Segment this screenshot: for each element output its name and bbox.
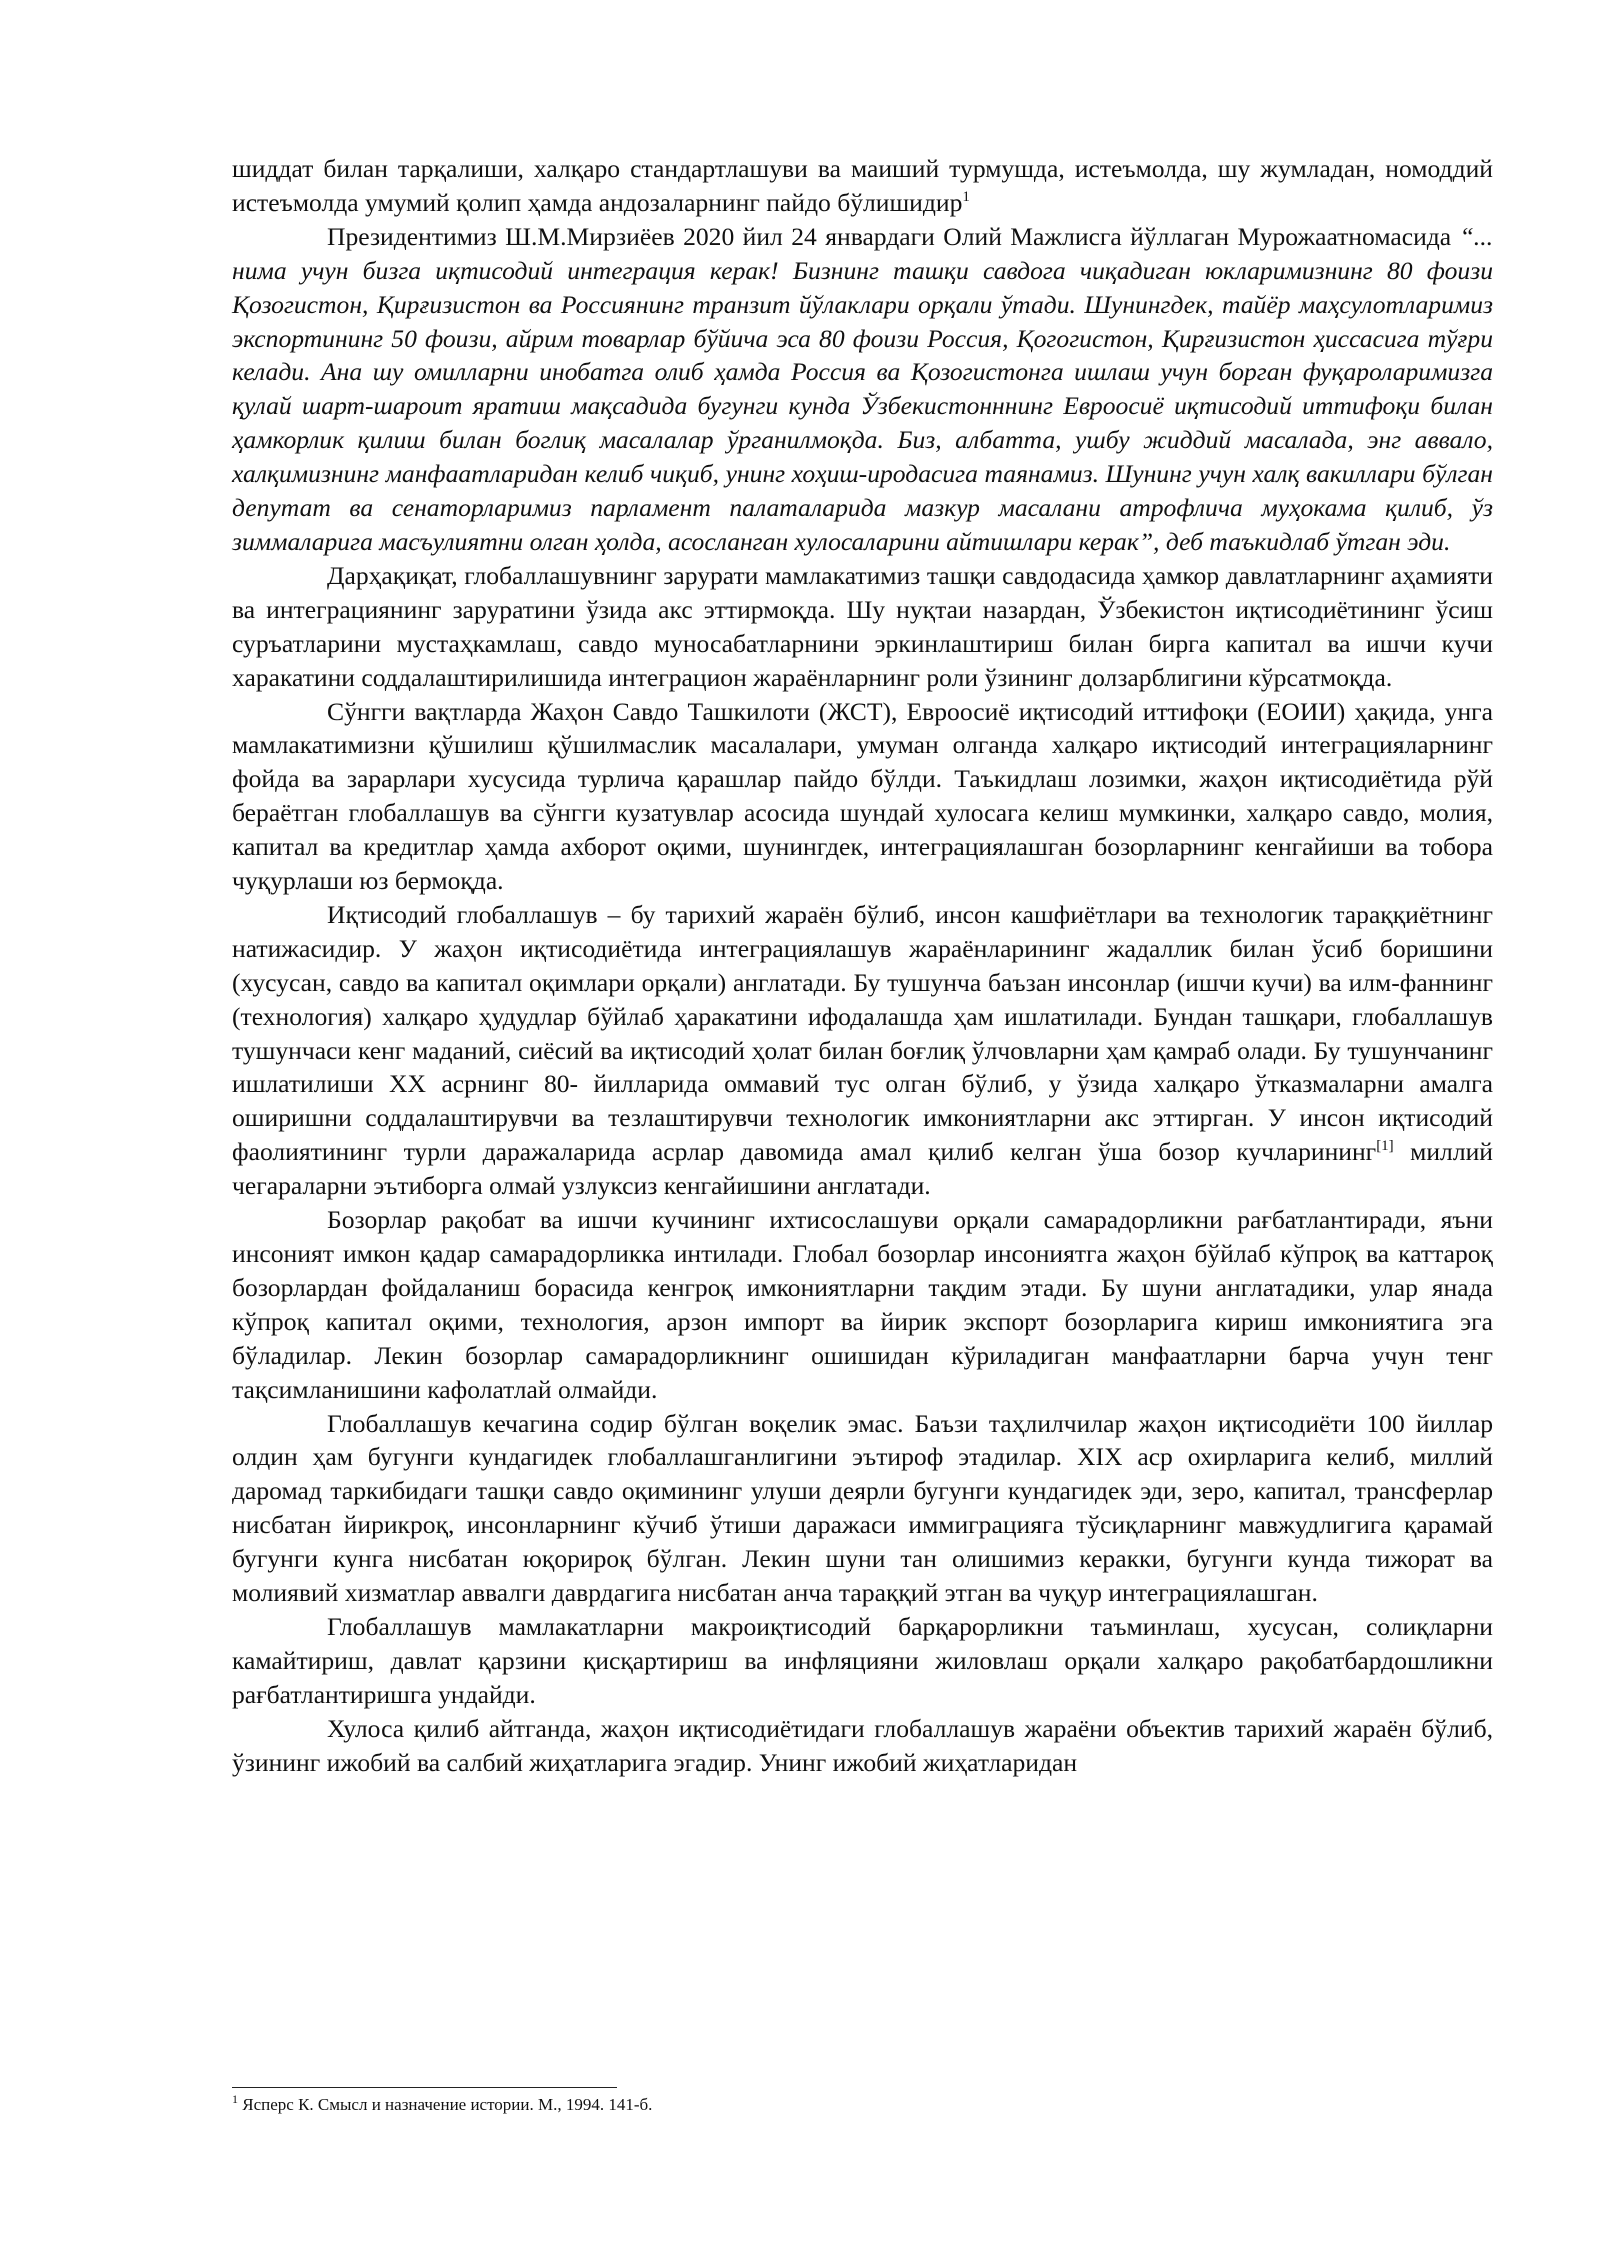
paragraph-7: Глобаллашув кечагина содир бўлган воқелик эмас. Баъзи таҳлилчилар жаҳон иқтисодиёти 100 йиллар олдин ҳам бугунги кундагидек глобаллашганлигини эътироф этадилар. XIX аср охирларига келиб, миллий даромад таркибидаги ташқи савдо оқимининг улуши деярли бугунги кундагидек эди, зеро, капитал, трансферлар нисбатан йирикроқ, инсонларнинг кўчиб ўтиши даражаси иммиграцияга тўсиқларнинг мавжудлигига қарамай бугунги кунга нисбатан юқорироқ бўлган. Лекин шуни тан олишимиз керакки, бугунги кунда тижорат ва молиявий хизматлар аввалги даврдагига нисбатан анча тараққий этган ва чуқур интеграциялашган. xyxy=(232,1408,1493,1608)
footnote-separator xyxy=(232,2087,617,2088)
paragraph-6: Бозорлар рақобат ва ишчи кучининг ихтисослашуви орқали самарадорликни рағбатлантиради, яъни инсоният имкон қадар самарадорликка интилади. Глобал бозорлар инсониятга жаҳон бўйлаб кўпроқ ва каттароқ бозорлардан фойдаланиш борасида кенгроқ имкониятларни тақдим этади. Бу шуни англатадики, улар янада кўпроқ капитал оқими, технология, арзон импорт ва йирик экспорт бозорларига кириш имкониятига эга бўладилар. Лекин бозорлар самарадорликнинг ошишидан кўриладиган манфаатларни барча учун тенг тақсимланишини кафолатлай олмайди. xyxy=(232,1205,1493,1404)
paragraph-4: Сўнгги вақтларда Жаҳон Савдо Ташкилоти (ЖСТ), Евроосиё иқтисодий иттифоқи (ЕОИИ) ҳақида, унга мамлакатимизни қўшилиш қўшилмаслик масалалари, умуман олганда халқаро иқтисодий интеграцияларнинг фойда ва зарарлари хусусида турлича қарашлар пайдо бўлди. Таъкидлаш лозимки, жаҳон иқтисодиётида рўй бераётган глобаллашув ва сўнгги кузатувлар асосида шундай хулосага келиш мумкинки, халқаро савдо, молия, капитал ва кредитлар ҳамда ахборот оқими, шунингдек, интеграциялашган бозорларнинг кенгайиши ва тобора чуқурлаши юз бермоқда. xyxy=(232,696,1493,896)
paragraph-8: Глобаллашув мамлакатларни макроиқтисодий барқарорликни таъминлаш, хусусан, солиқларни камайтириш, давлат қарзини қисқартириш ва инфляцияни жиловлаш орқали халқаро рақобатбардошликни рағбатлантиришга ундайди. xyxy=(232,1611,1493,1709)
footnote-reference[interactable]: [1] xyxy=(1376,1138,1394,1155)
footnote xyxy=(232,2093,652,2117)
document-body xyxy=(232,152,1493,1780)
paragraph-3: Дарҳақиқат, глобаллашувнинг зарурати мамлакатимиз ташқи савдодасида ҳамкор давлатларнинг аҳамияти ва интеграциянинг заруратини ўзида акс эттирмоқда. Шу нуқтаи назардан, Ўзбекистон иқтисодиётининг ўсиш суръатларини мустаҳкамлаш, савдо муносабатларнини эркинлаштириш билан бирга капитал ва ишчи кучи харакатини соддалаштирилишида интеграцион жараёнларнинг роли ўзининг долзарблигини кўрсатмоқда. xyxy=(232,560,1493,692)
footnote-reference[interactable]: 1 xyxy=(962,188,970,205)
paragraph-9: Хулоса қилиб айтганда, жаҳон иқтисодиётидаги глобаллашув жараёни объектив тарихий жараён бўлиб, ўзининг ижобий ва салбий жиҳатларига эгадир. Унинг ижобий жиҳатларидан xyxy=(232,1713,1493,1777)
president-quote: “... нима учун бизга иқтисодий интеграция керак! Бизнинг ташқи савдога чиқадиган юкларимизнинг 80 фоизи Қозогистон, Қирғизистон ва Россиянинг транзит йўлаклари орқали ўтади. Шунингдек, тайёр маҳсулотларимиз экспортининг 50 фоизи, айрим товарлар бўйича эса 80 фоизи Россия, Қогогистон, Қирғизистон ҳиссасига тўғри келади. Ана шу омилларни инобатга олиб ҳамда Россия ва Қозогистонга ишлаш учун борган фуқароларимизга қулай шарт-шароит яратиш мақсадида бугунги кунда Ўзбекистонннинг Евроосиё иқтисодий иттифоқи билан ҳамкорлик қилиш билан боглиқ масалалар ўрганилмоқда. Биз, албатта, ушбу жиддий масалада, энг аввало, халқимизнинг манфаатларидан келиб чиқиб, унинг хоҳиш-иродасига таянамиз. Шунинг учун халқ вакиллари бўлган депутат ва сенаторларимиз парламент палаталарида мазкур масалани атрофлича муҳокама қилиб, ўз зиммаларига масъулиятни олган ҳолда, асосланган хулосаларини айтишлари керак”, деб таъкидлаб ўтган эди. xyxy=(232,221,1493,556)
paragraph-1: шиддат билан тарқалиши, халқаро стандартлашуви ва маиший турмушда, истеъмолда, шу жумладан, номоддий истеъмолда умумий қолип ҳамда андозаларнинг пайдо бўлишидир$^1$ xyxy=(232,154,1493,217)
footnote-text: Ясперс К. Смысл и назначение истории. М., 1994. 141-б. xyxy=(242,2095,653,2114)
paragraph-5: Иқтисодий глобаллашув – бу тарихий жараён бўлиб, инсон кашфиётлари ва технологик тараққиётнинг натижасидир. У жаҳон иқтисодиётида интеграциялашув жараёнларининг жадаллик билан ўсиб боришини (хусусан, савдо ва капитал оқимлари орқали) англатади. Бу тушунча баъзан инсонлар (ишчи кучи) ва илм-фаннинг (технология) халқаро ҳудудлар бўйлаб ҳаракатини ифодалашда ҳам ишлатилади. Бундан ташқари, глобаллашув тушунчаси кенг маданий, сиёсий ва иқтисодий ҳолат билан боғлиқ ўлчовларни ҳам қамраб олади. Бу тушунчанинг ишлатилиши XX асрнинг 80- йилларида оммавий тус олган бўлиб, у ўзида халқаро ўтказмаларни амалга оширишни соддалаштирувчи ва тезлаштирувчи технологик имкониятларни акс эттирган. У инсон иқтисодий фаолиятининг турли даражаларида асрлар давомида амал қилиб келган ўша бозор кучларининг[1] миллий чегараларни эътиборга олмай узлуксиз кенгайишини англатади. xyxy=(232,899,1493,1201)
footnote-marker: 1 xyxy=(232,2092,238,2106)
paragraph-2: Президентимиз Ш.М.Мирзиёев 2020 йил 24 январдаги Олий Мажлисга йўллаган Мурожаатномасида “... нима учун бизга иқтисодий интеграция керак! Бизнинг ташқи савдога чиқадиган юкларимизнинг 80 фоизи Қозогистон, Қирғизистон ва Россиянинг транзит йўлаклари орқали ўтади. Шунингдек, тайёр маҳсулотларимиз экспортининг 50 фоизи, айрим товарлар бўйича эса 80 фоизи Россия, Қогогистон, Қирғизистон ҳиссасига тўғри келади. Ана шу омилларни инобатга олиб ҳамда Россия ва Қозогистонга ишлаш учун борган фуқароларимизга қулай шарт-шароит яратиш мақсадида бугунги кунда Ўзбекистонннинг Евроосиё иқтисодий иттифоқи билан ҳамкорлик қилиш билан боглиқ масалалар ўрганилмоқда. Биз, албатта, ушбу жиддий масалада, энг аввало, халқимизнинг манфаатларидан келиб чиқиб, унинг хоҳиш-иродасига таянамиз. Шунинг учун халқ вакиллари бўлган депутат ва сенаторларимиз парламент палаталарида мазкур масалани атрофлича муҳокама қилиб, ўз зиммаларига масъулиятни олган ҳолда, асосланган хулосаларини айтишлари керак”, деб таъкидлаб ўтган эди. xyxy=(232,221,1493,556)
